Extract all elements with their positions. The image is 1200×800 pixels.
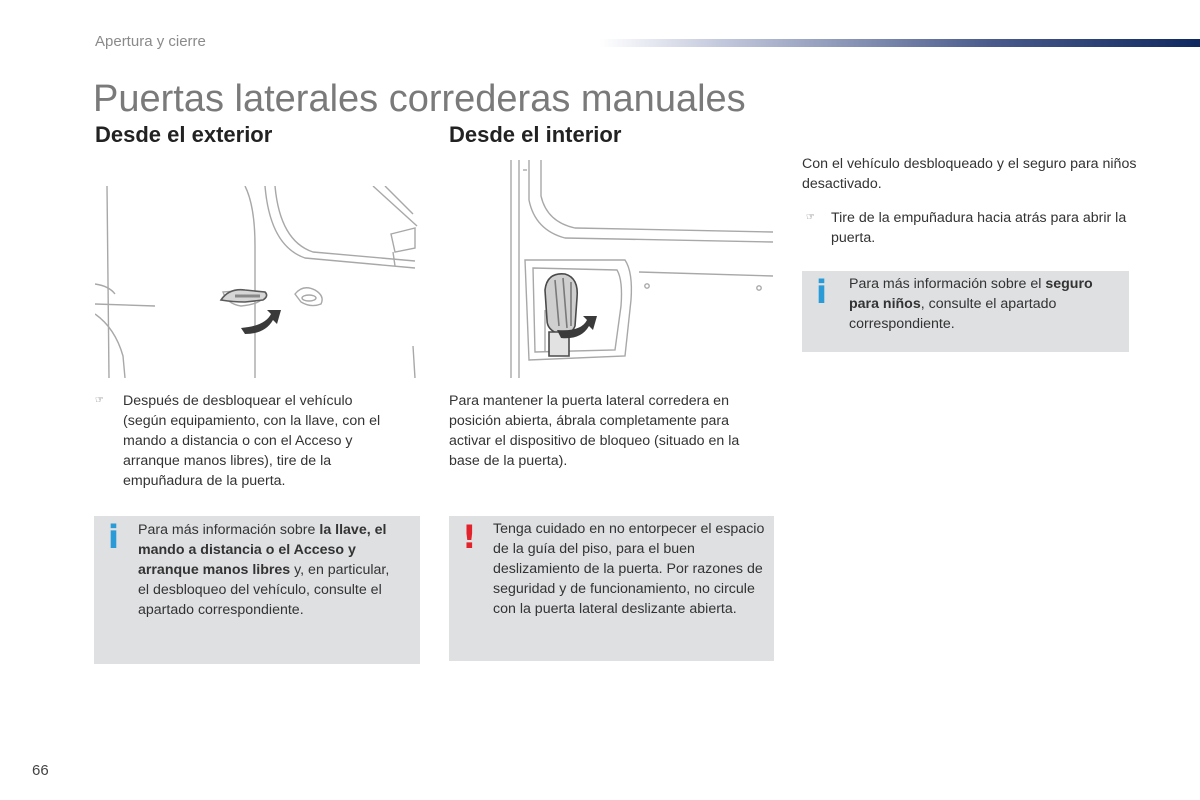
pointing-hand-icon: ☞: [95, 395, 104, 406]
exterior-instruction: [95, 391, 395, 493]
exterior-info-box: [94, 516, 420, 664]
child-lock-info-text: Para más información sobre el seguro para niños, consulte el apartado correspondiente.: [849, 276, 1093, 332]
warning-icon: !: [462, 518, 477, 556]
interior-warning-box: [449, 516, 774, 661]
exterior-instruction-text: Después de desbloquear el vehículo (según equipamiento, con la llave, con el mando a distancia o con el Acceso y arranque manos libres), tire de la empuñadura de la puerta.: [123, 393, 381, 489]
condition-text: Con el vehículo desbloqueado y el seguro para niños desactivado.: [802, 156, 1137, 192]
heading-interior: Desde el interior: [449, 122, 622, 147]
heading-exterior: Desde el exterior: [95, 122, 273, 147]
interior-door-illustration: [505, 160, 775, 378]
exterior-info-text: Para más información sobre la llave, el mando a distancia o el Acceso y arranque manos libres y, en particular, el desbloqueo del vehículo, consulte el apartado correspondiente.: [138, 522, 390, 618]
header-bar: [600, 39, 1200, 47]
pointing-hand-icon: ☞: [806, 212, 815, 223]
page-number: 66: [32, 762, 49, 779]
interior-warning-text: Tenga cuidado en no entorpecer el espacio de la guía del piso, para el buen deslizamiento de la puerta. Por razones de seguridad y de funcionamiento, no circule con la puerta lateral deslizante abierta.: [493, 521, 765, 617]
interior-instruction: [802, 208, 1132, 250]
exterior-door-illustration: [95, 186, 421, 378]
info-icon: i: [816, 273, 827, 311]
page-title: Puertas laterales correderas manuales: [93, 78, 746, 120]
interior-instruction-text: Tire de la empuñadura hacia atrás para abrir la puerta.: [831, 210, 1127, 246]
info-icon: i: [108, 518, 119, 556]
interior-paragraph: Para mantener la puerta lateral corredera en posición abierta, ábrala completamente para activar el dispositivo de bloqueo (situado en la base de la puerta).: [449, 393, 740, 469]
child-lock-info-box: [802, 271, 1129, 352]
section-label: Apertura y cierre: [95, 33, 206, 50]
